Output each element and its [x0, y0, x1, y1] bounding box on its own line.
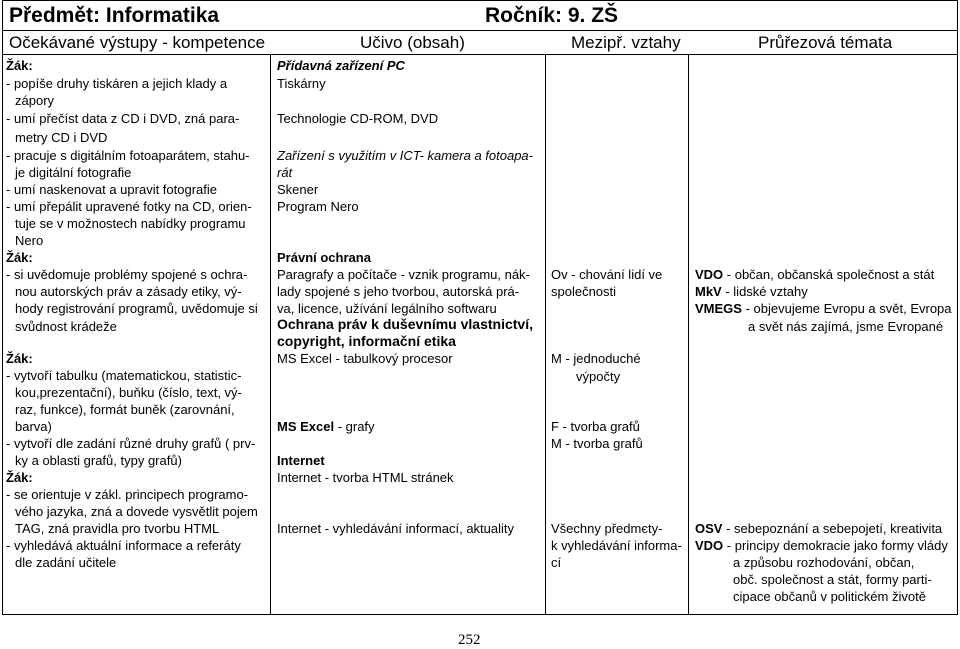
relation-line: Všechny předmєty- — [551, 521, 663, 536]
theme-text: - sebepoznání a sebepojetí, kreativita — [722, 521, 943, 536]
relation-line: společnosti — [551, 284, 617, 299]
title-bar — [2, 0, 958, 31]
theme-text: - lidské vztahy — [721, 284, 808, 299]
outcome-line: barva) — [15, 419, 52, 434]
content-heading: copyright, informační etika — [277, 333, 456, 349]
theme-line — [695, 283, 808, 300]
theme-text: - občan, občanská společnost a stát — [723, 267, 935, 282]
content-line: Skener — [277, 182, 319, 197]
content-heading: Ochrana práv k duševnímu vlastnictví, — [277, 316, 533, 332]
outcome-line: - umí přepálit upravené fotky na CD, orien- — [6, 199, 252, 214]
content-line: Program Nero — [277, 199, 359, 214]
outcome-line: - pracuje s digitálním fotoaparátem, stahu- — [6, 148, 250, 163]
outcome-line: nou autorských práv a zásady etiky, vý- — [15, 284, 242, 299]
content-line: MS Excel - tabulkový procesor — [277, 351, 453, 366]
page-number: 252 — [458, 632, 481, 648]
content-line: Internet - vyhledávání informací, aktuality — [277, 521, 515, 536]
outcome-line: - vytvoří dle zadání různé druhy grafů ( prv- — [6, 436, 256, 451]
theme-text: - principy demokracie jako formy vlády — [723, 538, 948, 553]
column-divider — [545, 55, 546, 615]
outcome-line: - si uvědomuje problémy spojené s ochra- — [6, 267, 248, 282]
column-divider — [270, 55, 271, 615]
content-line: Tiskárny — [277, 76, 326, 91]
content-heading: Právní ochrana — [277, 250, 371, 265]
outcome-line: - se orientuje v zákl. principech programo- — [6, 487, 249, 502]
column-header-row — [2, 31, 958, 55]
theme-line: obč. společnost a stát, formy parti- — [733, 572, 932, 587]
column-divider — [688, 55, 689, 615]
outcome-line: dle zadání učitele — [15, 555, 117, 570]
relation-line: výpočty — [576, 369, 621, 384]
column-header-outcomes: Očekávané výstupy - kompetence — [9, 33, 266, 52]
theme-code: OSV — [695, 521, 723, 536]
content-line: Paragrafy a počítače - vznik programu, nák- — [277, 267, 530, 282]
content-heading: Internet — [277, 453, 325, 468]
theme-code: VDO — [695, 538, 724, 553]
content-line: rát — [277, 165, 293, 180]
theme-line: a způsobu rozhodování, občan, — [733, 555, 915, 570]
content-line: lady spojené s jeho tvorbou, autorská prá- — [277, 284, 520, 299]
outcome-line: - popíše druhy tiskáren a jejich klady a — [6, 76, 228, 91]
zak-label: Žák: — [6, 470, 33, 485]
outcome-line: zápory — [15, 93, 55, 108]
content-line — [277, 418, 375, 435]
relation-line: F - tvorba grafů — [551, 419, 640, 434]
relation-line: Ov - chování lidí ve — [551, 267, 663, 282]
content-line: Internet - tvorba HTML stránek — [277, 470, 454, 485]
outcome-line: Nero — [15, 233, 44, 248]
zak-label: Žák: — [6, 250, 33, 265]
zak-label: Žák: — [6, 351, 33, 366]
outcome-line: tuje se v možnostech nabídky programu — [15, 216, 246, 231]
outcome-line: je digitální fotografie — [15, 165, 132, 180]
theme-code: VMEGS — [695, 301, 742, 316]
content-line: va, licence, užívání legálního softwaru — [277, 301, 497, 316]
column-header-content: Učivo (obsah) — [360, 33, 465, 52]
outcome-line: - umí přečíst data z CD i DVD, zná para- — [6, 111, 240, 126]
outcome-line: metry CD i DVD — [15, 130, 108, 145]
outcome-line: TAG, zná pravidla pro tvorbu HTML — [15, 521, 220, 536]
outcome-line: kou,prezentační), buňku (číslo, text, vý- — [15, 385, 242, 400]
relation-line: cí — [551, 555, 562, 570]
theme-code: MkV — [695, 284, 722, 299]
content-keyword: MS Excel — [277, 419, 335, 434]
theme-code: VDO — [695, 267, 724, 282]
theme-line: cipace občanů v politickém životě — [733, 589, 926, 604]
outcome-line: raz, funkce), formát buněk (zarovnání, — [15, 402, 235, 417]
relation-line: M - jednoduché — [551, 351, 641, 366]
outcome-line: - vytvoří tabulku (matematickou, statistic- — [6, 368, 242, 383]
theme-text: - objevujeme Evropu a svět, Evropa — [741, 301, 952, 316]
theme-line — [695, 537, 948, 554]
subject-title: Předmět: Informatika — [9, 4, 220, 27]
theme-line — [695, 520, 942, 537]
outcome-line: svůdnost krádeže — [15, 319, 117, 334]
content-line: Zařízení s využitím v ICT- kamera a fotoapa- — [277, 148, 533, 163]
outcome-line: - vyhledává aktuální informace a referáty — [6, 538, 241, 553]
outcome-line: vého jazyka, zná a dovede vysvětlit pojem — [15, 504, 258, 519]
column-header-themes: Průřezová témata — [758, 33, 893, 52]
theme-line — [695, 300, 952, 317]
relation-line: k vyhledávání informa- — [551, 538, 682, 553]
relation-line: M - tvorba grafů — [551, 436, 643, 451]
column-header-relations: Mezipř. vztahy — [571, 33, 681, 52]
content-line: Technologie CD-ROM, DVD — [277, 111, 439, 126]
zak-label: Žák: — [6, 58, 33, 73]
theme-line — [695, 266, 934, 283]
year-title: Ročník: 9. ZŠ — [485, 4, 619, 27]
content-line-rest: - grafy — [334, 419, 375, 434]
content-heading: Přídavná zařízení PC — [277, 58, 405, 73]
outcome-line: ky a oblasti grafů, typy grafů) — [15, 453, 182, 468]
theme-line: a svět nás zajímá, jsme Evropané — [748, 319, 944, 334]
outcome-line: hody registrování programů, uvědomuje si — [15, 301, 258, 316]
outcome-line: - umí naskenovat a upravit fotografie — [6, 182, 218, 197]
